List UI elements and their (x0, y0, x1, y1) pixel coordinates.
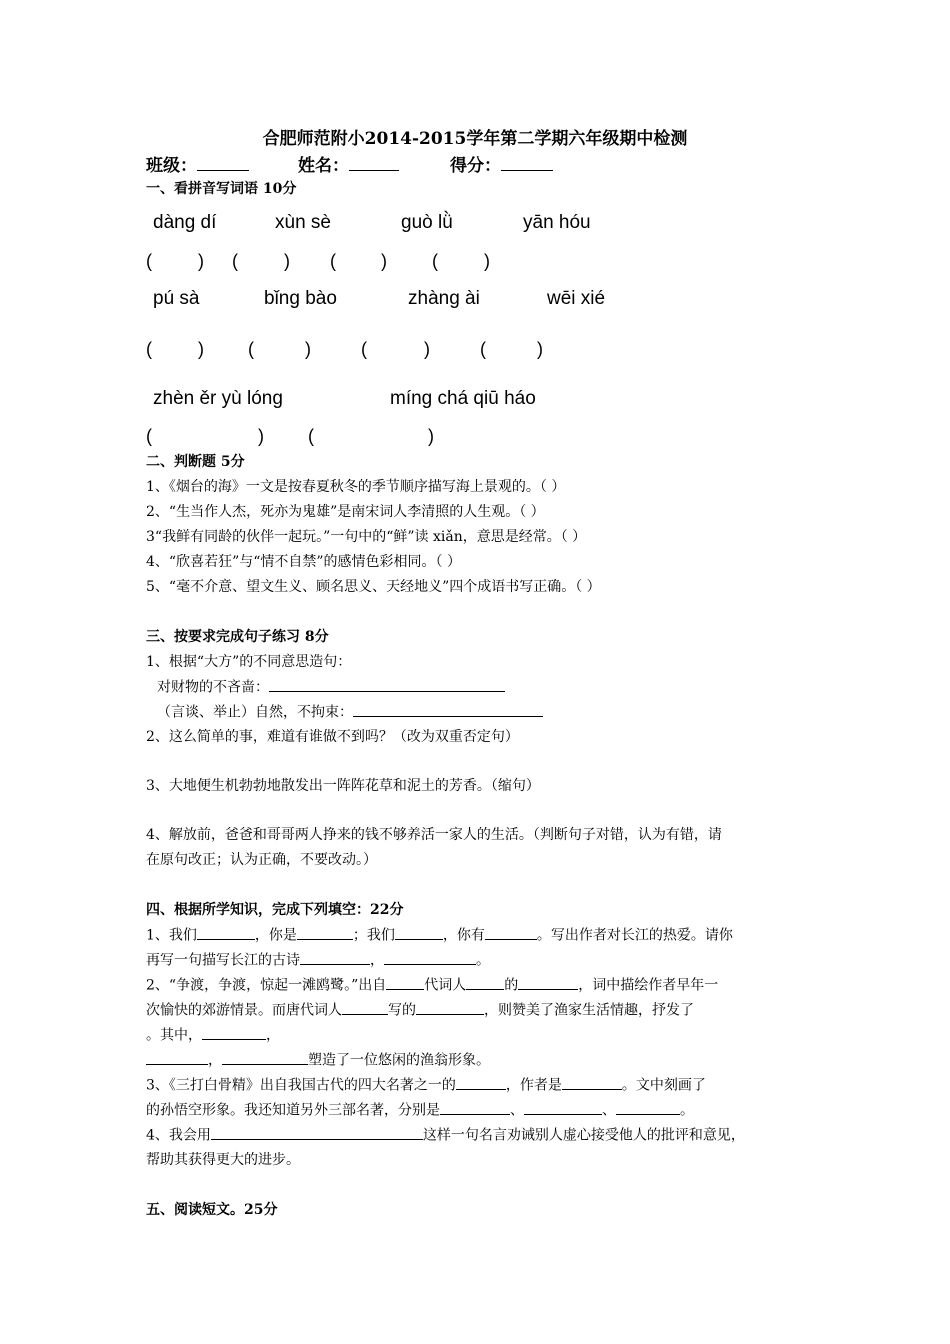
pinyin-7: zhàng ài (408, 288, 480, 309)
answer-blank[interactable] (353, 701, 543, 717)
paren-open: ( (308, 426, 314, 446)
section4-heading: 四、根据所学知识，完成下列填空：22分 (146, 902, 404, 918)
paren-open: ( (480, 339, 486, 359)
answer-blank[interactable] (416, 999, 484, 1015)
answer-blank[interactable] (197, 924, 255, 940)
paren-open: ( (146, 251, 152, 271)
s4-q1-line1: 1、我们 ，你是 ；我们 ，你有 。写出作者对长江的热爱。请你 (146, 924, 733, 945)
s4-q4-line2: 帮助其获得更大的进步。 (146, 1152, 300, 1168)
answer-blank[interactable] (562, 1074, 622, 1090)
answer-blank[interactable] (202, 1024, 266, 1040)
class-label: 班级： (146, 151, 249, 176)
judge-item-5: 5、“毫不介意、望文生义、顾名思义、天经地义”四个成语书写正确。（ ） (146, 579, 601, 595)
paren-close: ) (424, 339, 430, 359)
paren-close: ) (284, 251, 290, 271)
paren-close: ) (258, 426, 264, 446)
paren-open: ( (248, 339, 254, 359)
answer-blank[interactable] (395, 924, 443, 940)
paren-close: ) (381, 251, 387, 271)
paren-open: ( (330, 251, 336, 271)
answer-blank[interactable] (269, 676, 505, 692)
s3-q1: 1、根据“大方”的不同意思造句： (146, 654, 352, 670)
name-blank[interactable] (349, 152, 399, 171)
pinyin-1: dàng dí (153, 212, 217, 233)
section5-heading: 五、阅读短文。25分 (146, 1202, 278, 1218)
paren-open: ( (146, 339, 152, 359)
pinyin-4: yān hóu (523, 212, 591, 233)
judge-item-1: 1、《烟台的海》一文是按春夏秋冬的季节顺序描写海上景观的。（ ） (146, 479, 566, 495)
section3-heading: 三、按要求完成句子练习 8分 (146, 629, 329, 645)
answer-blank[interactable] (222, 1049, 308, 1065)
paren-close: ) (198, 339, 204, 359)
answer-blank[interactable] (384, 949, 476, 965)
pinyin-3: guò lǜ (401, 212, 453, 233)
s4-q3-line2: 的孙悟空形象。我还知道另外三部名著，分别是 、 、 。 (146, 1099, 694, 1120)
class-blank[interactable] (197, 152, 249, 171)
answer-blank[interactable] (466, 974, 504, 990)
paren-close: ) (428, 426, 434, 446)
s3-q4-line2: 在原句改正；认为正确，不要改动。） (146, 852, 377, 868)
s4-q1-line2: 再写一句描写长江的古诗 ， 。 (146, 949, 490, 970)
paren-close: ) (537, 339, 543, 359)
judge-item-4: 4、“欣喜若狂”与“情不自禁”的感情色彩相同。（ ） (146, 554, 461, 570)
answer-blank[interactable] (297, 924, 353, 940)
paren-open: ( (146, 426, 152, 446)
paren-close: ) (305, 339, 311, 359)
answer-blank[interactable] (456, 1074, 506, 1090)
score-label: 得分： (450, 151, 553, 176)
answer-blank[interactable] (485, 924, 537, 940)
answer-blank[interactable] (616, 1099, 680, 1115)
s3-q3: 3、大地便生机勃勃地散发出一阵阵花草和泥土的芳香。（缩句） (146, 778, 540, 794)
paren-close: ) (484, 251, 490, 271)
answer-blank[interactable] (342, 999, 388, 1015)
s3-q1a: 对财物的不吝啬： (157, 676, 505, 697)
s4-q4-line1: 4、我会用 这样一句名言劝诫别人虚心接受他人的批评和意见， (146, 1124, 745, 1145)
answer-blank[interactable] (300, 949, 370, 965)
s3-q1b: （言谈、举止）自然，不拘束： (157, 701, 543, 722)
pinyin-10: míng chá qiū háo (390, 388, 536, 409)
paren-close: ) (198, 251, 204, 271)
paren-open: ( (432, 251, 438, 271)
judge-item-2: 2、“生当作人杰，死亦为鬼雄”是南宋词人李清照的人生观。（ ） (146, 504, 545, 520)
s4-q2-line4: ， 塑造了一位悠闲的渔翁形象。 (146, 1049, 490, 1070)
paren-open: ( (232, 251, 238, 271)
name-label: 姓名： (298, 151, 399, 176)
section1-heading: 一、看拼音写词语 10分 (146, 181, 297, 197)
paren-open: ( (361, 339, 367, 359)
s4-q2-line3: 。其中， ， (146, 1024, 280, 1045)
s4-q2-line1: 2、“争渡，争渡，惊起一滩鸥鹭。”出自 代词人 的 ，词中描绘作者早年一 (146, 974, 718, 995)
score-blank[interactable] (501, 152, 553, 171)
section2-heading: 二、判断题 5分 (146, 454, 245, 470)
s3-q4-line1: 4、解放前，爸爸和哥哥两人挣来的钱不够养活一家人的生活。（判断句子对错，认为有错，请 (146, 827, 722, 843)
s3-q2: 2、这么简单的事，难道有谁做不到吗？（改为双重否定句） (146, 729, 519, 745)
answer-blank[interactable] (386, 974, 424, 990)
answer-blank[interactable] (146, 1049, 208, 1065)
pinyin-9: zhèn ěr yù lóng (153, 388, 283, 409)
pinyin-2: xùn sè (275, 212, 331, 233)
answer-blank[interactable] (524, 1099, 602, 1115)
s4-q2-line2: 次愉快的郊游情景。而唐代词人 写的 ，则赞美了渔家生活情趣，抒发了 (146, 999, 694, 1020)
s4-q3-line1: 3、《三打白骨精》出自我国古代的四大名著之一的 ，作者是 。文中刻画了 (146, 1074, 706, 1095)
pinyin-8: wēi xié (547, 288, 606, 309)
pinyin-6: bǐng bào (264, 288, 337, 309)
page-title: 合肥师范附小2014-2015学年第二学期六年级期中检测 (262, 129, 688, 149)
answer-blank[interactable] (211, 1124, 423, 1140)
judge-item-3: 3“我鲜有同龄的伙伴一起玩。”一句中的“鲜”读 xiǎn，意思是经常。（ ） (146, 529, 587, 545)
answer-blank[interactable] (440, 1099, 510, 1115)
answer-blank[interactable] (518, 974, 578, 990)
pinyin-5: pú sà (153, 288, 200, 309)
